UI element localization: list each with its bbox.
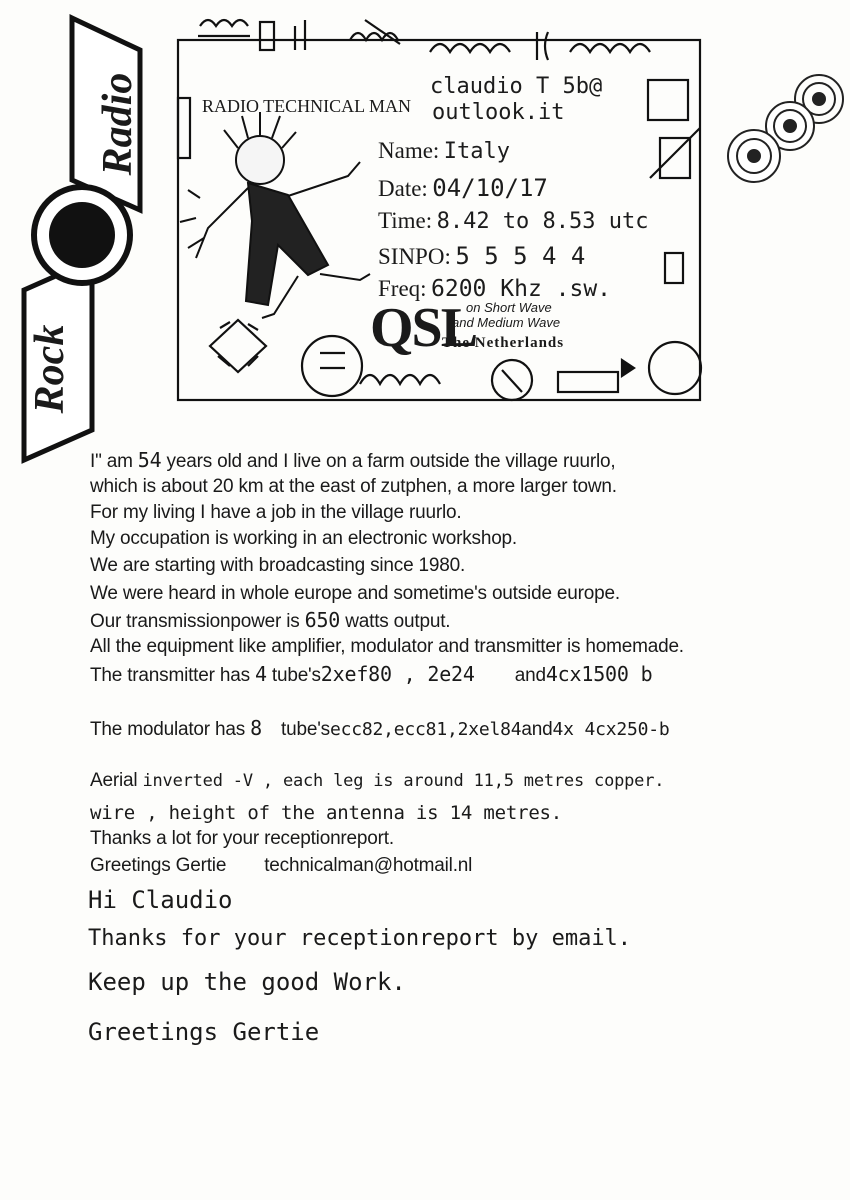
- letter-line-6: We were heard in whole europe and sometime's outside europe.: [90, 583, 620, 604]
- text: Our transmissionpower is: [90, 611, 305, 632]
- handwritten-value: 2xef80 , 2e24: [320, 662, 475, 686]
- logo-bottom-word: Rock: [27, 324, 73, 414]
- letter-line-7: [90, 608, 450, 633]
- field-value: 8.42 to 8.53 utc: [436, 209, 649, 234]
- field-label: Date:: [378, 176, 428, 201]
- field-label: Time:: [378, 208, 433, 233]
- handwritten-value: ecc82,ecc81,2xel84: [329, 719, 522, 740]
- handwritten-value: 4x 4cx250-b: [552, 719, 670, 740]
- qsl-label: QSL: [370, 297, 477, 359]
- text: tube's: [275, 719, 330, 740]
- letter-line-4: My occupation is working in an electronic workshop.: [90, 528, 518, 549]
- text: and: [514, 665, 546, 686]
- handwritten-value: 8: [250, 716, 262, 740]
- signoff: Greetings Gertie: [90, 855, 227, 876]
- text: The transmitter has: [90, 665, 255, 686]
- text: tube's: [266, 665, 321, 686]
- handwritten-note-line-2: Keep up the good Work.: [88, 968, 406, 996]
- text: years old and I live on a farm outside the village ruurlo,: [161, 451, 616, 472]
- letter-line-12: wire , height of the antenna is 14 metres.: [90, 802, 563, 824]
- text: watts output.: [340, 611, 451, 632]
- field-value: 04/10/17: [432, 174, 548, 202]
- letter-line-2: which is about 20 km at the east of zutphen, a more larger town.: [90, 476, 617, 497]
- field-value: 5 5 5 4 4: [455, 242, 586, 270]
- qsl-sub-2: and Medium Wave: [452, 315, 561, 330]
- field-value: Italy: [443, 139, 510, 164]
- letter-line-5: We are starting with broadcasting since 1980.: [90, 555, 466, 576]
- handwritten-email-line-1: claudio T 5b@: [430, 74, 603, 99]
- handwritten-age: 54: [137, 448, 162, 472]
- text: and: [521, 719, 553, 740]
- field-time: [378, 208, 649, 242]
- handwritten-value: 4cx1500 b: [545, 662, 653, 686]
- logo-top-word: Radio: [95, 72, 141, 176]
- field-date: [378, 174, 649, 208]
- field-value: 6200 Khz .sw.: [431, 276, 612, 302]
- letter-line-9: [90, 662, 652, 687]
- handwritten-greeting: Hi Claudio: [88, 886, 233, 914]
- letter-line-8: All the equipment like amplifier, modulator and transmitter is homemade.: [90, 636, 684, 657]
- letter-line-11: [90, 770, 664, 792]
- field-label: Name:: [378, 138, 440, 163]
- letter-line-3: For my living I have a job in the village ruurlo.: [90, 502, 462, 523]
- compact-disc-icons: [724, 72, 844, 192]
- letter-line-1: [90, 448, 615, 473]
- letter-line-10: [90, 716, 670, 741]
- card-title: RADIO TECHNICAL MAN: [202, 96, 411, 116]
- handwritten-email-line-2: outlook.it: [432, 100, 565, 125]
- handwritten-power: 650: [304, 608, 341, 632]
- country-label: The Netherlands: [442, 335, 565, 351]
- text: The modulator has: [90, 719, 251, 740]
- text: Aerial: [90, 770, 143, 791]
- handwritten-aerial: inverted -V , each leg is around 11,5 metres copper.: [142, 771, 665, 791]
- handwritten-signoff: Greetings Gertie: [88, 1018, 320, 1046]
- field-label: SINPO:: [378, 244, 451, 269]
- letter-line-14: [90, 855, 472, 877]
- field-name: [378, 138, 649, 174]
- qsl-sub-1: on Short Wave: [466, 300, 552, 315]
- card-fields: [378, 138, 649, 310]
- field-label: Freq:: [378, 276, 427, 301]
- email-address: technicalman@hotmail.nl: [264, 855, 473, 876]
- field-sinpo: [378, 242, 649, 276]
- handwritten-value: 4: [254, 662, 267, 686]
- text: I" am: [90, 451, 138, 472]
- handwritten-note-line-1: Thanks for your receptionreport by email.: [88, 926, 632, 951]
- letter-line-13: Thanks a lot for your receptionreport.: [90, 828, 394, 849]
